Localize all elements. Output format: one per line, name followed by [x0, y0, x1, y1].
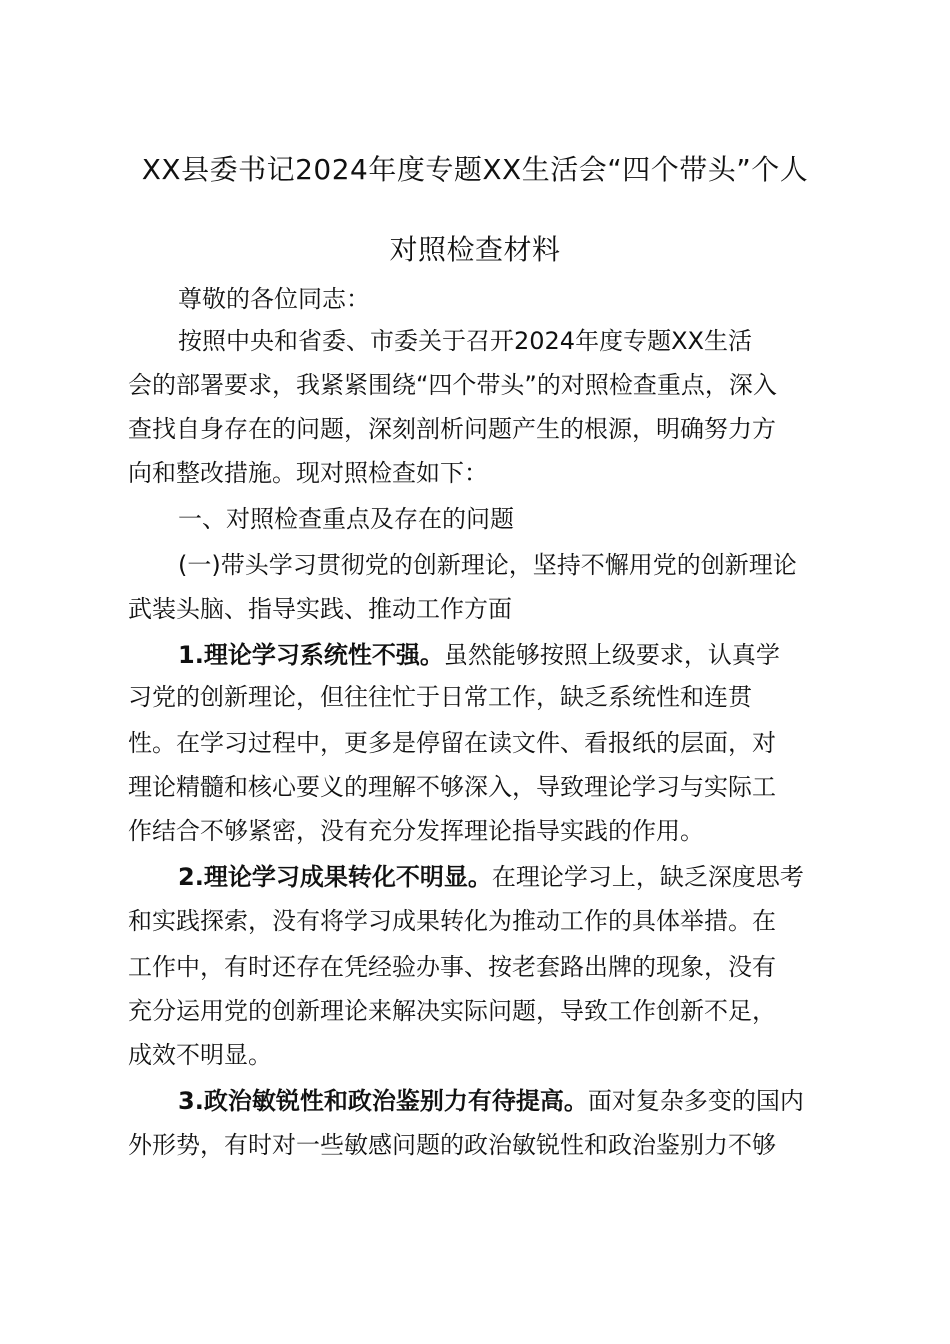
- item-2-line-3: 工作中，有时还存在凭经验办事、按老套路出牌的现象，没有: [128, 953, 776, 981]
- section-heading-1: 一、对照检查重点及存在的问题: [178, 505, 514, 533]
- item-2-line-4: 充分运用党的创新理论来解决实际问题，导致工作创新不足，: [128, 997, 776, 1025]
- item-2-line-2: 和实践探索，没有将学习成果转化为推动工作的具体举措。在: [128, 907, 776, 935]
- item-2-text: 在理论学习上，缺乏深度思考: [491, 863, 804, 891]
- item-3-text: 面对复杂多变的国内: [587, 1087, 804, 1115]
- item-1-heading: 1.理论学习系统性不强。: [178, 641, 444, 669]
- item-1-line-2: 习党的创新理论，但往往忙于日常工作，缺乏系统性和连贯: [128, 683, 752, 711]
- document-title-line-1: XX县委书记2024年度专题XX生活会“四个带头”个人: [141, 153, 809, 186]
- subsection-heading-line-1: (一)带头学习贯彻党的创新理论，坚持不懈用党的创新理论: [178, 551, 797, 579]
- intro-line-1: 按照中央和省委、市委关于召开2024年度专题XX生活: [178, 327, 752, 355]
- document-title-line-2: 对照检查材料: [389, 233, 561, 266]
- item-1-text: 虽然能够按照上级要求，认真学: [443, 641, 780, 669]
- intro-line-2: 会的部署要求，我紧紧围绕“四个带头”的对照检查重点，深入: [128, 371, 777, 399]
- item-2-heading: 2.理论学习成果转化不明显。: [178, 863, 492, 891]
- greeting: 尊敬的各位同志：: [178, 285, 370, 313]
- item-1-line-3: 性。在学习过程中，更多是停留在读文件、看报纸的层面，对: [128, 729, 776, 757]
- item-1-line-5: 作结合不够紧密，没有充分发挥理论指导实践的作用。: [128, 817, 704, 845]
- item-3-first-line: [178, 1084, 804, 1118]
- item-2-line-5: 成效不明显。: [128, 1041, 272, 1069]
- item-2-first-line: [178, 860, 804, 894]
- item-3-line-2: 外形势，有时对一些敏感问题的政治敏锐性和政治鉴别力不够: [128, 1131, 776, 1159]
- item-1-line-4: 理论精髓和核心要义的理解不够深入，导致理论学习与实际工: [128, 773, 776, 801]
- intro-line-3: 查找自身存在的问题，深刻剖析问题产生的根源，明确努力方: [128, 415, 776, 443]
- subsection-heading-line-2: 武装头脑、指导实践、推动工作方面: [128, 595, 512, 623]
- intro-line-4: 向和整改措施。现对照检查如下：: [128, 459, 488, 487]
- item-1-first-line: [178, 638, 780, 672]
- item-3-heading: 3.政治敏锐性和政治鉴别力有待提高。: [178, 1087, 588, 1115]
